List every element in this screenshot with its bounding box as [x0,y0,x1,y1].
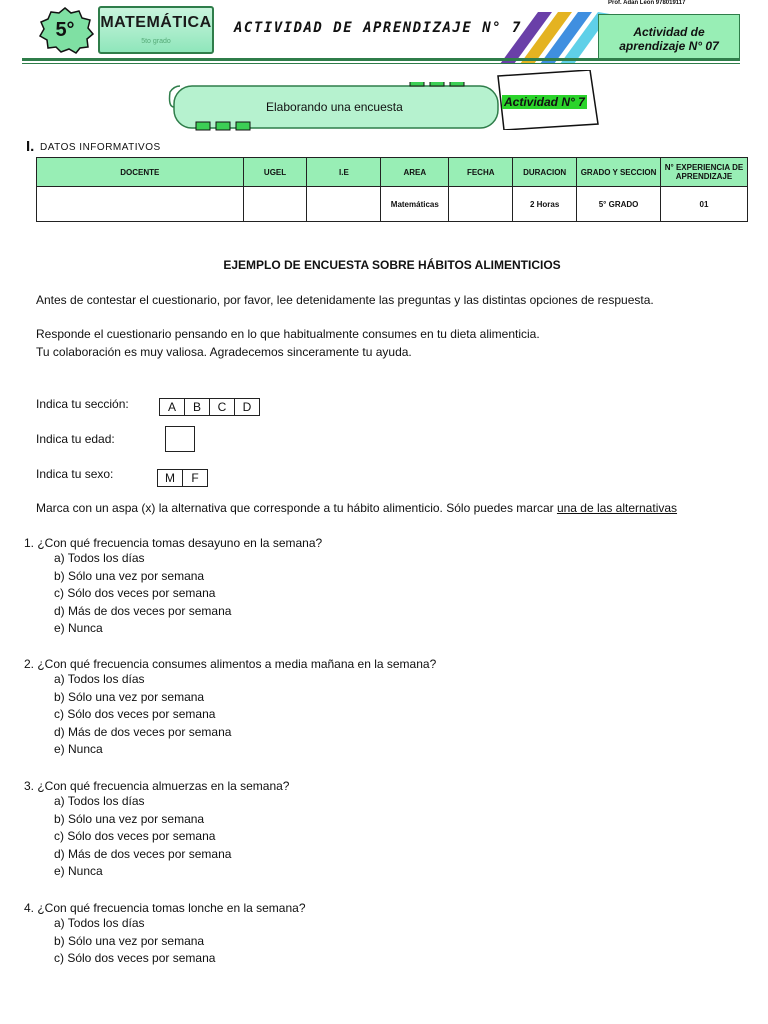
section-options [159,398,260,416]
q1-option-b[interactable]: b) Sólo una vez por semana [54,568,205,583]
section-number: I. [26,138,35,155]
color-stripes-decoration [500,12,610,64]
info-table-row [37,187,748,222]
section-option-b[interactable]: B [185,399,210,415]
activity-note-label: Actividad N° 7 [504,95,585,109]
cell-duracion: 2 Horas [513,187,577,222]
question-4-options [24,915,306,968]
cell-docente[interactable] [37,187,244,222]
q1-option-a[interactable]: a) Todos los días [54,551,145,565]
q3-option-d[interactable]: d) Más de dos veces por semana [54,846,232,861]
q3-option-a[interactable]: a) Todos los días [54,794,145,808]
q4-option-c[interactable]: c) Sólo dos veces por semana [54,951,216,965]
q2-option-e[interactable]: e) Nunca [54,742,103,756]
header-docente: DOCENTE [37,158,244,187]
subject-logo [98,6,214,54]
age-input-box[interactable] [165,426,195,452]
header-divider [22,58,740,61]
sex-field-label: Indica tu sexo: [36,467,114,481]
logo-subtext: 5to grado [141,38,171,45]
q3-option-c[interactable]: c) Sólo dos veces por semana [54,829,216,843]
activity-box-text [599,25,739,53]
info-table [36,157,748,222]
banner-label: Elaborando una encuesta [266,100,403,114]
q2-option-b[interactable]: b) Sólo una vez por semana [54,689,205,704]
cell-grado: 5° GRADO [577,187,661,222]
cell-ugel[interactable] [243,187,307,222]
q4-option-b[interactable]: b) Sólo una vez por semana [54,933,205,948]
header-experiencia: N° EXPERIENCIA DE APRENDIZAJE [661,158,748,187]
header-ugel: UGEL [243,158,307,187]
grade-badge [36,6,94,54]
q1-option-e[interactable]: e) Nunca [54,621,103,635]
cell-fecha[interactable] [449,187,513,222]
header-grado: GRADO Y SECCION [577,158,661,187]
question-2-text: 2. ¿Con qué frecuencia consumes alimentos a media mañana en la semana? [24,657,437,671]
section-title: DATOS INFORMATIVOS [40,142,161,153]
q1-option-d[interactable]: d) Más de dos veces por semana [54,603,232,618]
activity-box-line1: Actividad de [633,25,705,39]
question-3-options [24,793,289,881]
age-field-label: Indica tu edad: [36,432,115,446]
cell-experiencia: 01 [661,187,748,222]
section-option-a[interactable]: A [160,399,185,415]
activity-number-box [598,14,740,60]
intro-paragraph-2: Responde el cuestionario pensando en lo que habitualmente consumes en tu dieta alimenticia. [36,327,540,341]
question-2 [24,657,436,759]
cell-ie[interactable] [307,187,381,222]
question-3-text: 3. ¿Con qué frecuencia almuerzas en la semana? [24,779,290,793]
q2-option-d[interactable]: d) Más de dos veces por semana [54,724,232,739]
q1-option-c[interactable]: c) Sólo dos veces por semana [54,586,216,600]
document-title: ACTIVIDAD DE APRENDIZAJE N° 7 [234,20,522,36]
q2-option-a[interactable]: a) Todos los días [54,672,145,686]
question-4-text: 4. ¿Con qué frecuencia tomas lonche en la semana? [24,901,306,915]
sex-option-f[interactable]: F [191,471,199,485]
author-credit: Prof. Adan Leon 978019117 [608,0,686,6]
cell-area: Matemáticas [381,187,449,222]
instruction-underlined: una de las alternativas [556,501,678,515]
header-divider-thin [22,63,740,64]
question-2-options [24,671,436,759]
header-area: AREA [381,158,449,187]
q3-option-b[interactable]: b) Sólo una vez por semana [54,811,205,826]
instruction-text [36,501,677,515]
section-option-c[interactable]: C [210,399,235,415]
info-table-header-row [37,158,748,187]
sex-option-m[interactable]: M [158,470,183,486]
q3-option-e[interactable]: e) Nunca [54,864,103,878]
question-1-text: 1. ¿Con qué frecuencia tomas desayuno en la semana? [24,536,323,550]
q2-option-c[interactable]: c) Sólo dos veces por semana [54,707,216,721]
logo-text: MATEMÁTICA [100,14,212,31]
question-1-options [24,550,322,638]
sex-options [157,469,208,487]
section-option-d[interactable]: D [242,400,252,414]
grade-label: 5° [55,19,75,41]
q4-option-a[interactable]: a) Todos los días [54,916,145,930]
survey-title: EJEMPLO DE ENCUESTA SOBRE HÁBITOS ALIMENTICIOS [223,258,561,272]
header-ie: I.E [307,158,381,187]
activity-box-line2: aprendizaje N° 07 [619,39,719,53]
intro-paragraph-3: Tu colaboración es muy valiosa. Agradecemos sinceramente tu ayuda. [36,345,412,359]
question-3 [24,779,289,881]
section-field-label: Indica tu sección: [36,397,129,411]
header-duracion: DURACION [513,158,577,187]
question-1 [24,536,322,638]
header-fecha: FECHA [449,158,513,187]
question-4 [24,901,306,968]
instruction-main: Marca con un aspa (x) la alternativa que corresponde a tu hábito alimenticio. Sólo puedes marcar [36,501,557,515]
intro-paragraph-1: Antes de contestar el cuestionario, por favor, lee detenidamente las preguntas y las distintas opciones de respuesta. [36,293,654,307]
